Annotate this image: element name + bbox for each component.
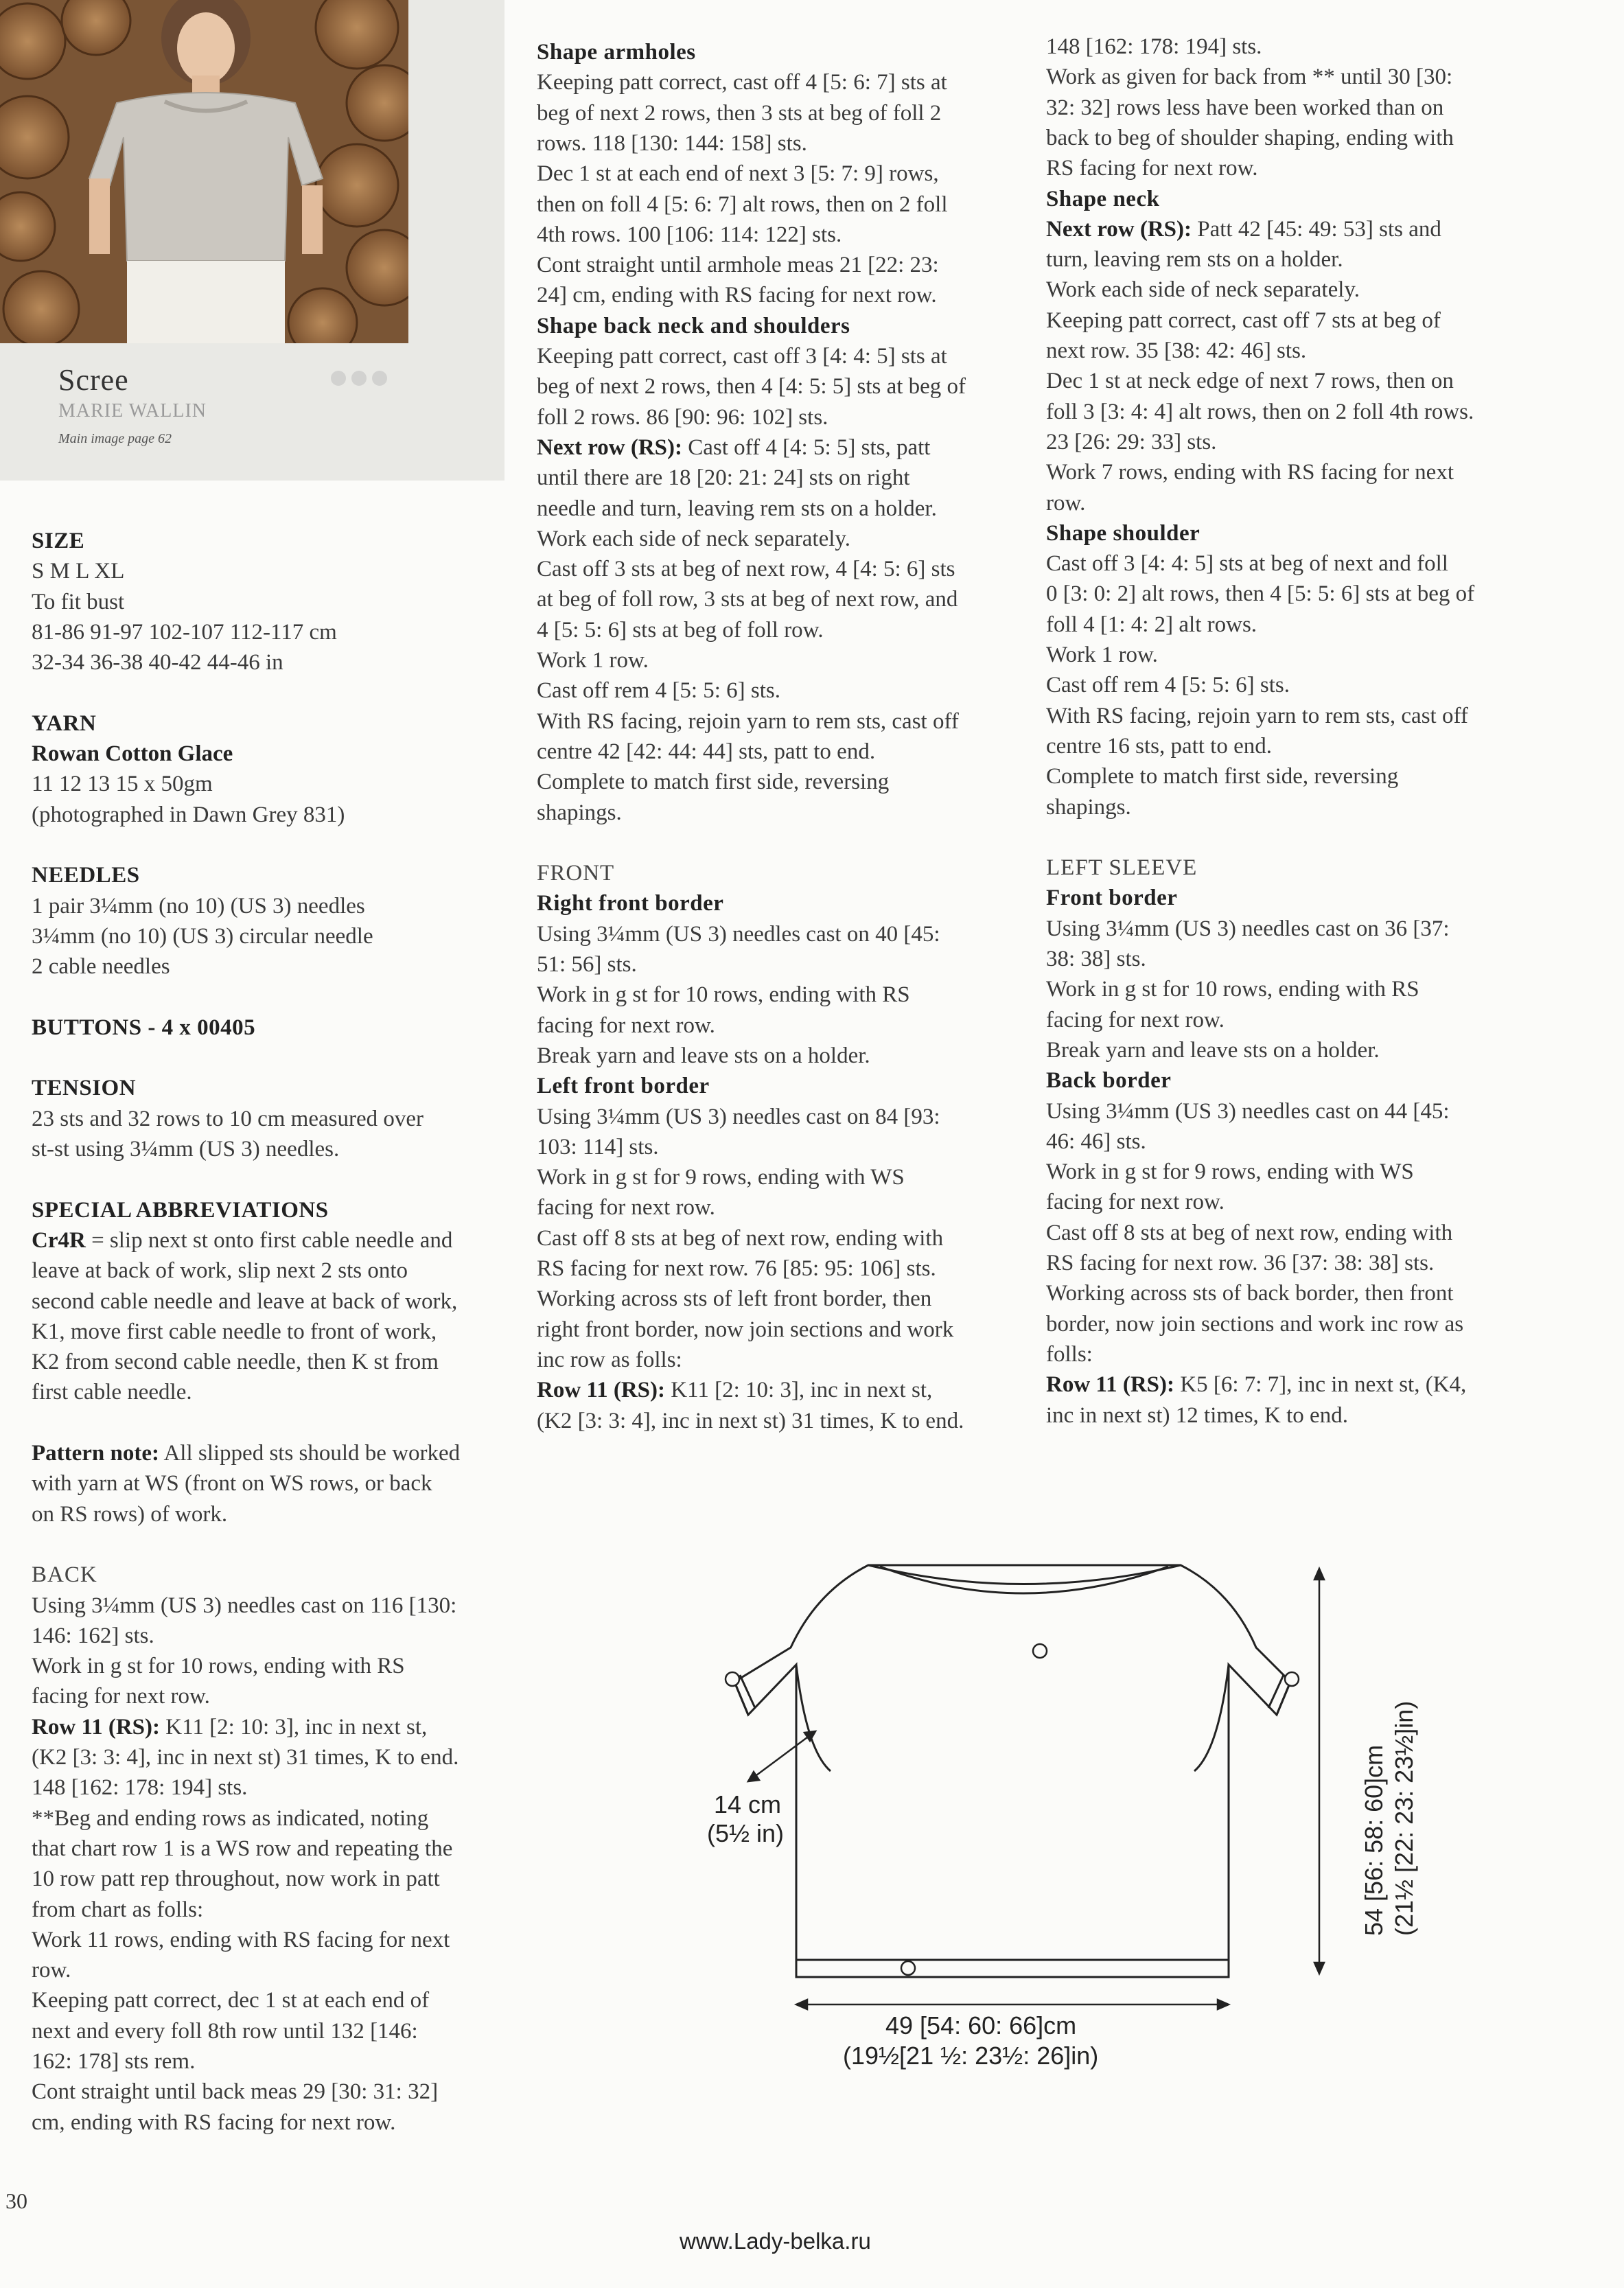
text-line: **Beg and ending rows as indicated, noting [32,1805,429,1831]
text-line: Break yarn and leave sts on a holder. [1046,1037,1380,1063]
inline-text: K11 [2: 10: 3], inc in next st, [665,1378,933,1403]
text-line: turn, leaving rem sts on a holder. [1046,247,1343,273]
text-line: first cable needle. [32,1380,192,1405]
text-line: Left front border [537,1074,710,1099]
text-line: S M L XL [32,559,125,584]
text-line: RS facing for next row. [1046,156,1258,181]
text-line: foll 4 [1: 4: 2] alt rows. [1046,612,1257,637]
text-line: Cast off 3 [4: 4: 5] sts at beg of next and foll [1046,551,1448,577]
text-line: TENSION [32,1076,137,1101]
text-line: Keeping patt correct, cast off 7 sts at beg of [1046,308,1441,333]
text-line: YARN [32,710,97,736]
garment-schematic [659,1551,1418,2090]
inline-bold-label: Pattern note: [32,1441,160,1466]
text-line [537,432,930,463]
text-line: LEFT SLEEVE [1046,855,1198,881]
text-line: shapings. [1046,794,1131,820]
text-line: Using 3¼mm (US 3) needles cast on 44 [45: [1046,1098,1450,1124]
text-line: centre 42 [42: 44: 44] sts, patt to end. [537,739,876,764]
inline-text: Patt 42 [45: 49: 53] sts and [1192,216,1441,242]
inline-bold-label: Row 11 (RS): [1046,1372,1174,1398]
text-line: row. [32,1958,71,1983]
text-line: at beg of foll row, 3 sts at beg of next row, and [537,587,958,612]
inline-bold-label: Row 11 (RS): [32,1714,160,1740]
armhole-label-cm: 14 cm [714,1790,782,1818]
text-line: 103: 114] sts. [537,1134,659,1159]
text-line: 148 [162: 178: 194] sts. [1046,34,1262,59]
text-line: Work each side of neck separately. [1046,277,1360,303]
text-line: from chart as folls: [32,1897,204,1922]
text-line: second cable needle and leave at back of work, [32,1289,458,1314]
text-line: Working across sts of back border, then front [1046,1281,1454,1306]
text-line: Cast off 3 sts at beg of next row, 4 [4: 5: 6] sts [537,557,955,582]
dot-1 [331,371,346,386]
text-line: Cast off 8 sts at beg of next row, ending with [1046,1220,1453,1245]
button-left-cuff [726,1672,739,1686]
inline-bold-label: Cr4R [32,1227,86,1253]
text-line: Cont straight until armhole meas 21 [22: 23: [537,253,939,278]
text-line: 24] cm, ending with RS facing for next row. [537,283,937,308]
text-line: Work 11 rows, ending with RS facing for next [32,1927,450,1952]
text-line: (K2 [3: 3: 4], inc in next st) 31 times, K to end. [32,1745,459,1770]
text-line: 81-86 91-97 102-107 112-117 cm [32,619,337,645]
text-line: Rowan Cotton Glace [32,741,233,767]
text-line: foll 3 [3: 4: 4] alt rows, then on 2 foll 4th rows. [1046,399,1474,424]
text-line: inc row as folls: [537,1347,682,1372]
inline-bold-label: Next row (RS): [537,435,683,460]
text-line: Complete to match first side, reversing [1046,764,1399,789]
text-line [32,1225,452,1256]
text-line: K1, move first cable needle to front of work, [32,1319,437,1344]
text-line: 4th rows. 100 [106: 114: 122] sts. [537,222,842,247]
text-line: FRONT [537,861,615,886]
text-line: that chart row 1 is a WS row and repeating the [32,1836,453,1861]
text-line: Using 3¼mm (US 3) needles cast on 116 [130: [32,1593,457,1618]
text-line: Dec 1 st at neck edge of next 7 rows, then on [1046,369,1454,394]
text-line: 2 cable needles [32,954,170,980]
length-label-cm: 54 [56: 58: 60]cm [1360,1744,1388,1936]
button-neck [1033,1644,1047,1658]
text-line: Work in g st for 10 rows, ending with RS [537,982,910,1008]
width-label-cm: 49 [54: 60: 66]cm [885,2011,1077,2039]
text-line: 32-34 36-38 40-42 44-46 in [32,650,283,675]
text-line: Back border [1046,1068,1172,1094]
inline-text: = slip next st onto first cable needle and [85,1227,453,1253]
text-line: Shape neck [1046,186,1160,211]
text-line: shapings. [537,800,622,825]
text-line: 4 [5: 5: 6] sts at beg of foll row. [537,617,824,643]
model-photo [0,0,408,343]
inline-bold-label: Row 11 (RS): [537,1378,665,1403]
text-line: Work 1 row. [537,648,649,673]
text-line: border, now join sections and work inc row as [1046,1311,1464,1337]
text-line: Using 3¼mm (US 3) needles cast on 40 [45: [537,921,940,947]
text-line: centre 16 sts, patt to end. [1046,733,1273,759]
text-line: facing for next row. [32,1684,210,1709]
page-number: 30 [5,2188,27,2213]
dot-3 [372,371,387,386]
text-line: SPECIAL ABBREVIATIONS [32,1197,329,1223]
text-line: row. [1046,490,1086,516]
text-line: RS facing for next row. 76 [85: 95: 106] sts. [537,1256,936,1281]
text-line: folls: [1046,1341,1093,1367]
main-image-ref: Main image page 62 [58,431,172,446]
text-line: next row. 35 [38: 42: 46] sts. [1046,338,1307,363]
text-line: 162: 178] sts rem. [32,2049,196,2074]
text-line: (photographed in Dawn Grey 831) [32,802,345,827]
text-line: Cont straight until back meas 29 [30: 31: 32] [32,2079,439,2105]
text-line: Keeping patt correct, cast off 4 [5: 6: 7] sts at [537,70,947,95]
text-line: facing for next row. [1046,1007,1225,1032]
designer-name: MARIE WALLIN [58,400,207,421]
text-line: SIZE [32,529,85,553]
text-line: 46: 46] sts. [1046,1129,1146,1154]
text-line: Work in g st for 10 rows, ending with RS [32,1654,405,1679]
text-line: With RS facing, rejoin yarn to rem sts, cast off [1046,703,1468,728]
text-line [1046,214,1441,244]
text-line: 1 pair 3¼mm (no 10) (US 3) needles [32,893,365,918]
text-line: BACK [32,1562,97,1588]
text-line: st-st using 3¼mm (US 3) needles. [32,1137,340,1162]
text-line: Keeping patt correct, dec 1 st at each end of [32,1988,430,2013]
text-line: Complete to match first side, reversing [537,770,890,795]
text-line: BUTTONS - 4 x 00405 [32,1015,256,1040]
text-line: Using 3¼mm (US 3) needles cast on 84 [93: [537,1104,940,1129]
text-line: leave at back of work, slip next 2 sts onto [32,1258,408,1284]
text-line: Working across sts of left front border, then [537,1286,932,1312]
text-line: needle and turn, leaving rem sts on a holder. [537,496,937,521]
text-line: cm, ending with RS facing for next row. [32,2110,396,2135]
text-line: foll 2 rows. 86 [90: 96: 102] sts. [537,404,828,430]
text-line: then on foll 4 [5: 6: 7] alt rows, then on 2 foll [537,192,948,217]
inline-text: Cast off 4 [4: 5: 5] sts, patt [682,435,931,460]
text-line: facing for next row. [537,1195,715,1221]
text-line: until there are 18 [20: 21: 24] sts on right [537,465,910,491]
text-line: with yarn at WS (front on WS rows, or back [32,1471,432,1497]
text-line: Dec 1 st at each end of next 3 [5: 7: 9] rows, [537,161,939,187]
text-line: K2 from second cable needle, then K st from [32,1350,439,1375]
text-line: Using 3¼mm (US 3) needles cast on 36 [37: [1046,916,1450,941]
text-line [1046,1370,1466,1400]
text-line: Work in g st for 10 rows, ending with RS [1046,977,1419,1002]
text-line: Cast off rem 4 [5: 5: 6] sts. [537,678,781,704]
footer-site-link[interactable]: www.Lady-belka.ru [680,2228,871,2254]
text-line: next and every foll 8th row until 132 [146: [32,2018,418,2044]
text-line: Work each side of neck separately. [537,526,850,551]
text-line: Cast off rem 4 [5: 5: 6] sts. [1046,673,1290,698]
text-line: 23 [26: 29: 33] sts. [1046,429,1217,454]
text-line: 51: 56] sts. [537,952,637,977]
text-line: beg of next 2 rows, then 4 [4: 5: 5] sts at beg of [537,374,966,400]
text-line: Cast off 8 sts at beg of next row, ending with [537,1225,944,1251]
text-line: RS facing for next row. 36 [37: 38: 38] sts. [1046,1251,1435,1275]
text-line: Right front border [537,891,724,916]
text-line: right front border, now join sections and work [537,1317,954,1342]
text-line: Keeping patt correct, cast off 3 [4: 4: 5] sts at [537,344,947,369]
armhole-label-in: (5½ in) [707,1819,785,1847]
inline-text: K5 [6: 7: 7], inc in next st, (K4, [1174,1372,1467,1398]
text-line: 146: 162] sts. [32,1623,154,1648]
text-line: inc in next st) 12 times, K to end. [1046,1402,1348,1428]
dot-2 [351,371,367,386]
text-line: facing for next row. [1046,1190,1225,1215]
text-line: 38: 38] sts. [1046,947,1146,971]
inline-text: K11 [2: 10: 3], inc in next st, [160,1714,428,1740]
text-line: 23 sts and 32 rows to 10 cm measured over [32,1106,424,1131]
text-line: facing for next row. [537,1013,715,1038]
length-label-in: (21½ [22: 23: 23½]in) [1390,1700,1418,1936]
width-label-in: (19½[21 ½: 23½: 26]in) [843,2042,1099,2070]
text-line: beg of next 2 rows, then 3 sts at beg of foll 2 [537,100,942,126]
text-line: To fit bust [32,589,125,614]
text-line: Work in g st for 9 rows, ending with WS [537,1165,905,1190]
inline-text: All slipped sts should be worked [159,1441,461,1466]
text-line [32,1712,427,1742]
inline-bold-label: Next row (RS): [1046,216,1192,242]
text-line: Shape armholes [537,40,696,65]
text-line [32,1438,460,1468]
text-line: 11 12 13 15 x 50gm [32,772,213,797]
text-line: rows. 118 [130: 144: 158] sts. [537,130,807,156]
text-line: Work 7 rows, ending with RS facing for next [1046,460,1454,485]
text-line: Work 1 row. [1046,643,1158,667]
text-line: Shape shoulder [1046,520,1200,546]
text-line: NEEDLES [32,863,140,888]
text-line: Front border [1046,886,1178,911]
text-line: (K2 [3: 3: 4], inc in next st) 31 times, K to end. [537,1408,964,1433]
text-line: 0 [3: 0: 2] alt rows, then 4 [5: 5: 6] sts at beg of [1046,581,1475,607]
text-line: back to beg of shoulder shaping, ending with [1046,125,1454,150]
text-line: Shape back neck and shoulders [537,313,850,338]
length-labels [1359,1701,1419,1936]
text-line: With RS facing, rejoin yarn to rem sts, cast off [537,708,959,734]
text-line: 148 [162: 178: 194] sts. [32,1775,248,1801]
text-line: 32: 32] rows less have been worked than on [1046,95,1444,120]
scree-title: Scree [58,363,129,397]
text-line: 3¼mm (no 10) (US 3) circular needle [32,923,373,949]
text-line: on RS rows) of work. [32,1501,228,1527]
text-line: Break yarn and leave sts on a holder. [537,1043,870,1068]
text-line: Work as given for back from ** until 30 [30: [1046,65,1453,90]
button-hem [901,1961,915,1975]
text-line: 10 row patt rep throughout, now work in patt [32,1867,440,1892]
text-line [537,1375,932,1405]
button-right-cuff [1285,1672,1299,1686]
text-line: Work in g st for 9 rows, ending with WS [1046,1159,1414,1185]
